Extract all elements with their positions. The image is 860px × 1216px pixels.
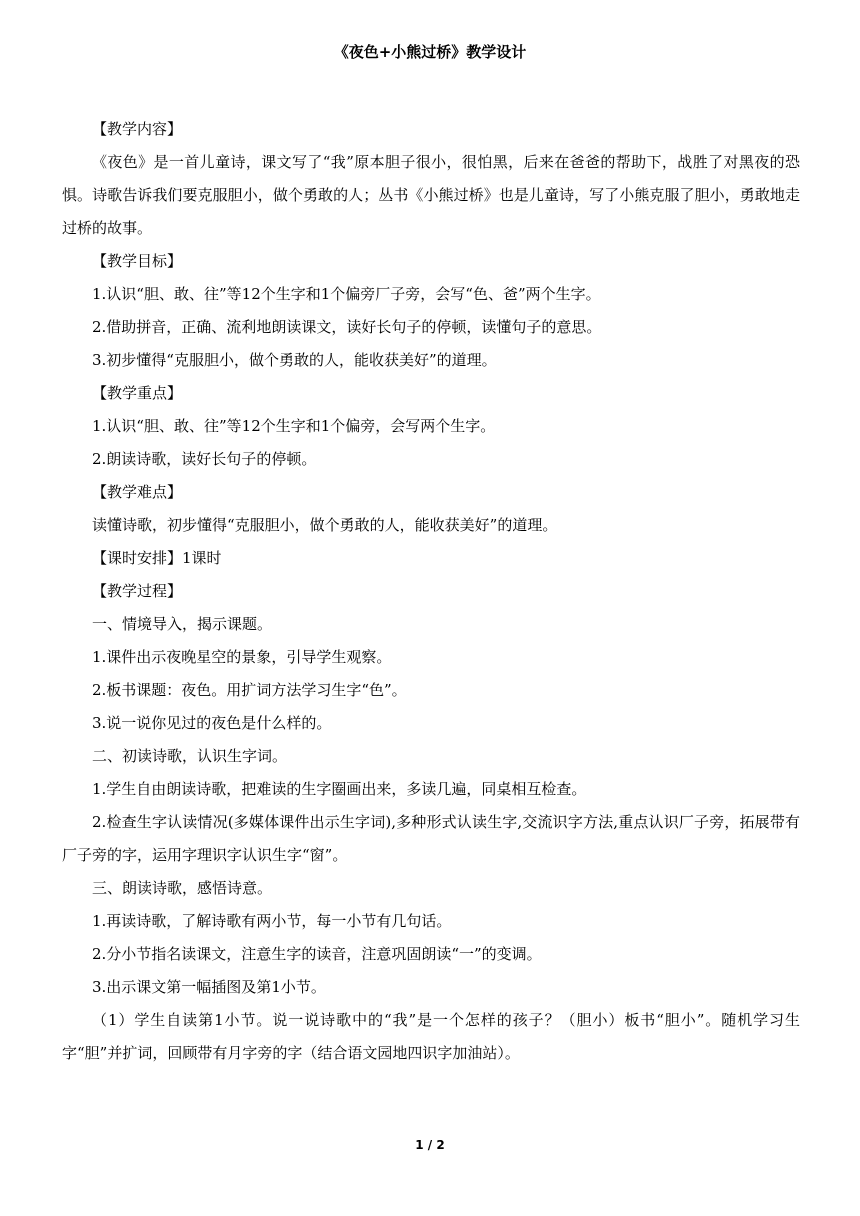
goal-item-3: 3.初步懂得“克服胆小，做个勇敢的人，能收获美好”的道理。 <box>92 351 497 369</box>
process-step-3-subitem-1: （1）学生自读第1小节。说一说诗歌中的“我”是一个怎样的孩子？（胆小）板书“胆小”。随机学习生字“胆”并扩词，回顾带有月字旁的字（结合语文园地四识字加油站）。 <box>62 1011 800 1062</box>
process-step-3-item-2: 2.分小节指名读课文，注意生字的读音，注意巩固朗读“一”的变调。 <box>92 945 542 963</box>
process-step-2-item-1: 1.学生自由朗读诗歌，把难读的生字圈画出来，多读几遍，同桌相互检查。 <box>92 780 587 798</box>
process-step-2-item-2: 2.检查生字认读情况(多媒体课件出示生字词),多种形式认读生字,交流识字方法,重点认识厂子旁，拓展带有厂子旁的字，运用字理识字认识生字“窗”。 <box>62 813 800 864</box>
document-body <box>62 113 800 1070</box>
key-point-item-2: 2.朗读诗歌，读好长句子的停顿。 <box>92 450 317 468</box>
paragraph-content-text: 《夜色》是一首儿童诗，课文写了“我”原本胆子很小，很怕黑，后来在爸爸的帮助下，战胜了对黑夜的恐惧。诗歌告诉我们要克服胆小，做个勇敢的人；丛书《小熊过桥》也是儿童诗，写了小熊克服了胆小，勇敢地走过桥的故事。 <box>62 153 800 237</box>
key-point-item-1: 1.认识“胆、敢、往”等12个生字和1个偏旁，会写两个生字。 <box>92 417 496 435</box>
process-step-1-item-3: 3.说一说你见过的夜色是什么样的。 <box>92 714 332 732</box>
process-step-1-item-2: 2.板书课题：夜色。用扩词方法学习生字“色”。 <box>92 681 407 699</box>
section-heading-process: 【教学过程】 <box>92 582 183 600</box>
process-step-3-heading: 三、朗读诗歌，感悟诗意。 <box>92 879 273 897</box>
page-number: 1 / 2 <box>415 1138 445 1152</box>
document-title: 《夜色+小熊过桥》教学设计 <box>333 43 527 61</box>
process-step-2-heading: 二、初读诗歌，认识生字词。 <box>92 747 288 765</box>
goal-item-2: 2.借助拼音，正确、流利地朗读课文，读好长句子的停顿，读懂句子的意思。 <box>92 318 602 336</box>
section-heading-goals: 【教学目标】 <box>92 252 183 270</box>
process-step-3-item-3: 3.出示课文第一幅插图及第1小节。 <box>92 978 326 996</box>
section-heading-difficulty: 【教学难点】 <box>92 483 183 501</box>
section-heading-schedule: 【课时安排】1课时 <box>92 549 222 567</box>
section-heading-key-points: 【教学重点】 <box>92 384 183 402</box>
process-step-1-item-1: 1.课件出示夜晚星空的景象，引导学生观察。 <box>92 648 392 666</box>
section-heading-content: 【教学内容】 <box>92 120 183 138</box>
difficulty-text: 读懂诗歌，初步懂得“克服胆小，做个勇敢的人，能收获美好”的道理。 <box>92 516 558 534</box>
process-step-3-item-1: 1.再读诗歌，了解诗歌有两小节，每一小节有几句话。 <box>92 912 452 930</box>
process-step-1-heading: 一、情境导入，揭示课题。 <box>92 615 273 633</box>
goal-item-1: 1.认识“胆、敢、往”等12个生字和1个偏旁厂子旁，会写“色、爸”两个生字。 <box>92 285 601 303</box>
